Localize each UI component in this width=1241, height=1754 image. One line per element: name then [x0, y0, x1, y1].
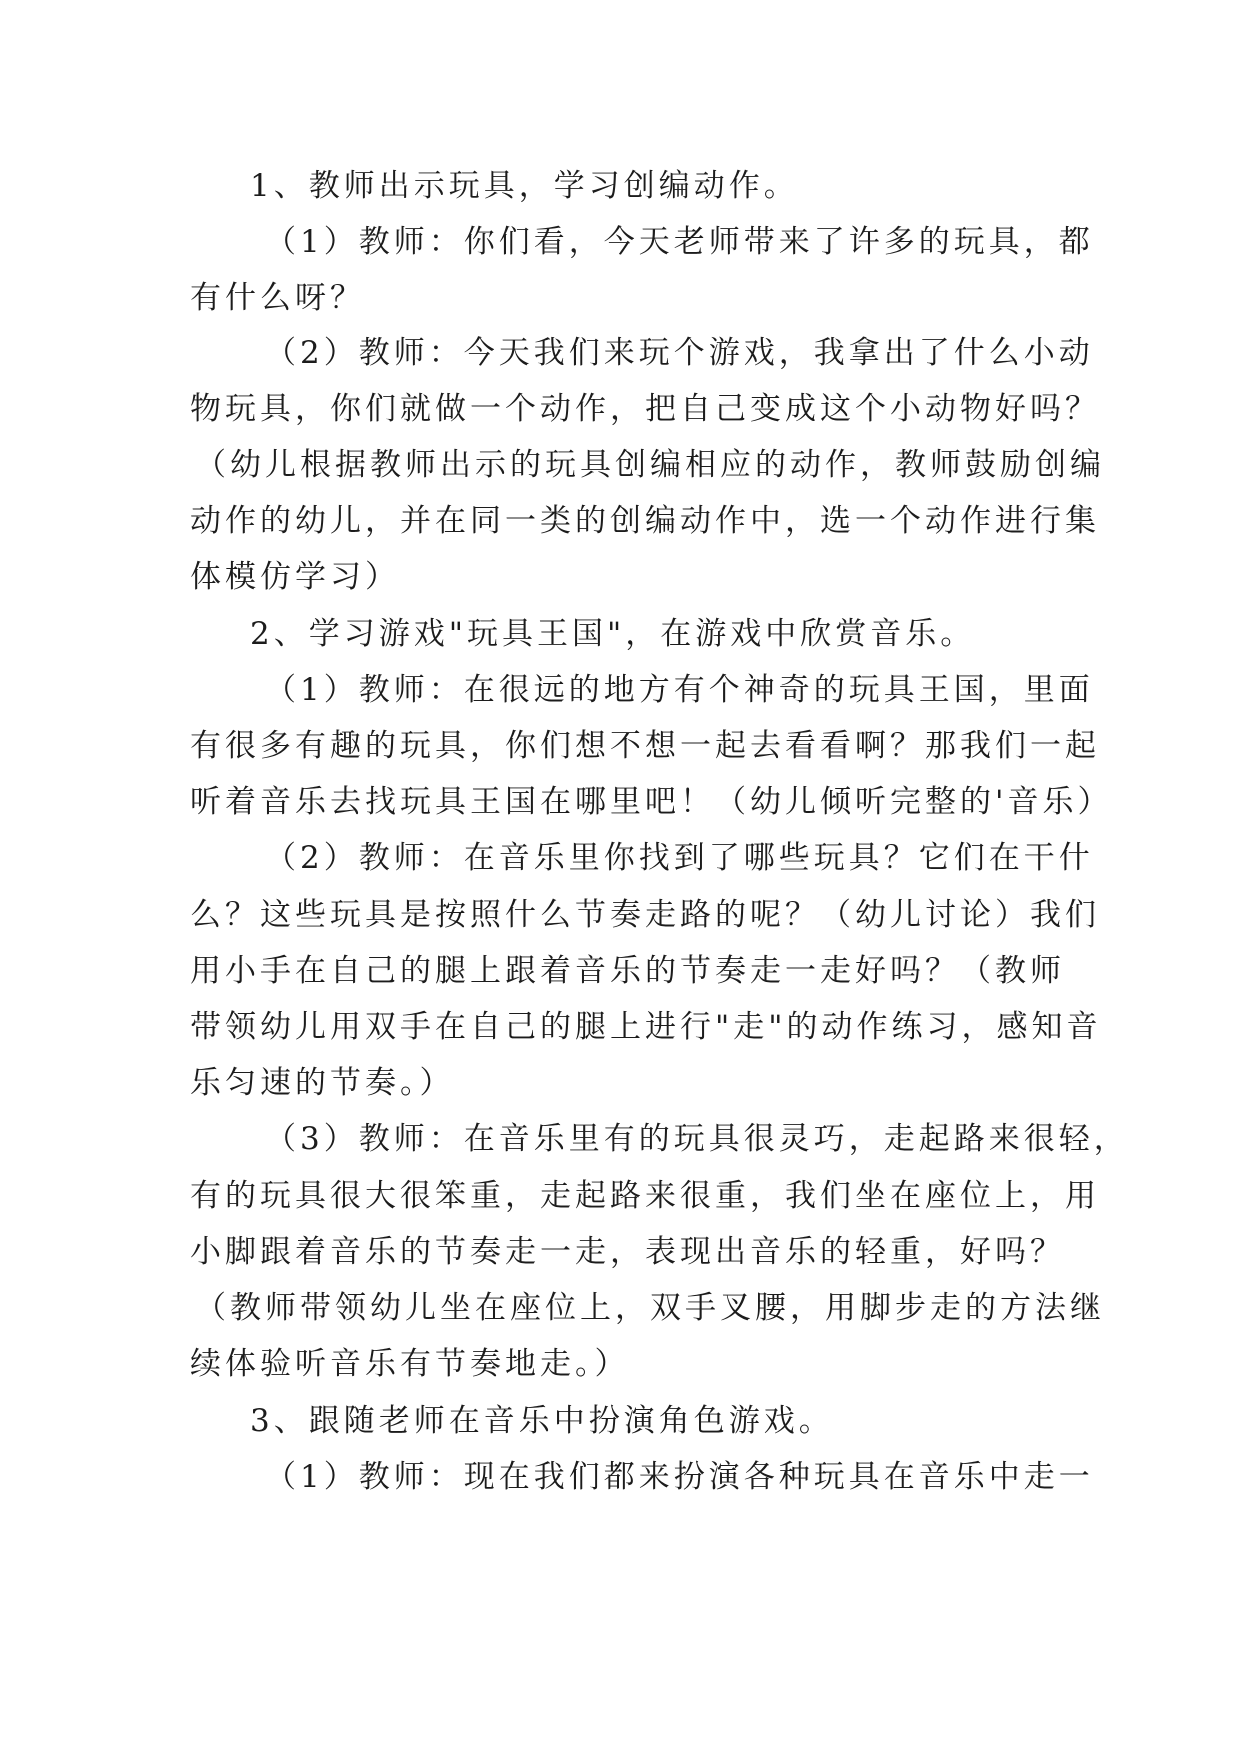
paragraph-line: 乐匀速的节奏。） [190, 1065, 455, 1101]
paragraph-line: 续体验听音乐有节奏地走。） [190, 1346, 630, 1382]
paragraph-line: 小脚跟着音乐的节奏走一走，表现出音乐的轻重，好吗？ [190, 1234, 1065, 1270]
paragraph-line: （2）教师：在音乐里你找到了哪些玩具？它们在干什 [265, 840, 1094, 876]
paragraph-line: （2）教师：今天我们来玩个游戏，我拿出了什么小动 [265, 335, 1094, 371]
paragraph-line: 有的玩具很大很笨重，走起路来很重，我们坐在座位上，用 [190, 1178, 1100, 1214]
paragraph-line: 物玩具，你们就做一个动作，把自己变成这个小动物好吗？ [190, 391, 1100, 427]
paragraph-line: （幼儿根据教师出示的玩具创编相应的动作，教师鼓励创编 [195, 447, 1105, 483]
paragraph-line: 体模仿学习） [190, 559, 400, 595]
paragraph-line: 动作的幼儿，并在同一类的创编动作中，选一个动作进行集 [190, 503, 1100, 539]
section-2-heading: 2、学习游戏"玩具王国"，在游戏中欣赏音乐。 [250, 616, 976, 652]
paragraph-line: （1）教师：在很远的地方有个神奇的玩具王国，里面 [265, 672, 1094, 708]
section-3-heading: 3、跟随老师在音乐中扮演角色游戏。 [250, 1403, 834, 1439]
paragraph-line: 么？这些玩具是按照什么节奏走路的呢？（幼儿讨论）我们 [190, 897, 1100, 933]
paragraph-line: 用小手在自己的腿上跟着音乐的节奏走一走好吗？（教师 [190, 953, 1065, 989]
paragraph-line: （3）教师：在音乐里有的玩具很灵巧，走起路来很轻， [265, 1121, 1129, 1157]
paragraph-line: （教师带领幼儿坐在座位上，双手叉腰，用脚步走的方法继 [195, 1290, 1105, 1326]
section-1-heading: 1、教师出示玩具，学习创编动作。 [250, 168, 799, 204]
paragraph-line: 有很多有趣的玩具，你们想不想一起去看看啊？那我们一起 [190, 728, 1100, 764]
paragraph-line: 带领幼儿用双手在自己的腿上进行"走"的动作练习，感知音 [190, 1009, 1102, 1045]
paragraph-line: 听着音乐去找玩具王国在哪里吧！（幼儿倾听完整的'音乐） [190, 784, 1113, 820]
paragraph-line: （1）教师：现在我们都来扮演各种玩具在音乐中走一 [265, 1459, 1094, 1495]
paragraph-line: 有什么呀？ [190, 280, 365, 316]
paragraph-line: （1）教师：你们看，今天老师带来了许多的玩具，都 [265, 224, 1094, 260]
